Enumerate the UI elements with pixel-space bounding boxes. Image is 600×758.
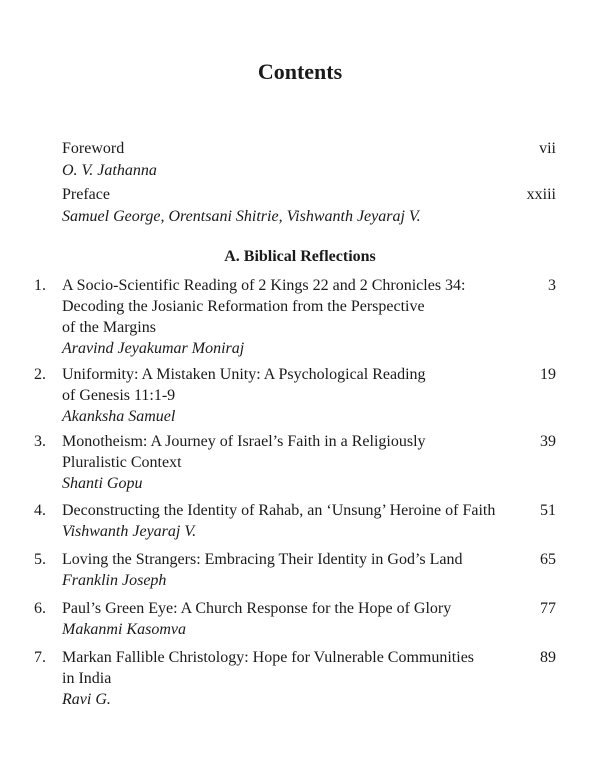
chapter-title: Deconstructing the Identity of Rahab, an ‘Unsung’ Heroine of Faith <box>62 502 496 519</box>
entry-author: Samuel George, Orentsani Shitrie, Vishwanth Jeyaraj V. <box>62 208 421 225</box>
entry-page-number: vii <box>539 140 556 157</box>
chapter-author: Vishwanth Jeyaraj V. <box>62 523 197 540</box>
chapter-page-number: 65 <box>540 551 556 568</box>
chapter-page-number: 89 <box>540 649 556 666</box>
chapter-author: Aravind Jeyakumar Moniraj <box>62 340 245 357</box>
chapter-title: Paul’s Green Eye: A Church Response for the Hope of Glory <box>62 600 452 617</box>
chapter-page-number: 3 <box>548 277 556 294</box>
chapter-page-number: 39 <box>540 433 556 450</box>
chapter-number: 3. <box>34 433 46 450</box>
entry-author: O. V. Jathanna <box>62 162 157 179</box>
chapter-title: Uniformity: A Mistaken Unity: A Psychological Reading of Genesis 11:1-9 <box>62 366 426 404</box>
chapter-title: A Socio-Scientific Reading of 2 Kings 22 and 2 Chronicles 34: Decoding the Josianic Reformation from the Perspective of the Margins <box>62 277 466 336</box>
entry-page-number: xxiii <box>526 186 556 203</box>
chapter-author: Ravi G. <box>62 691 111 708</box>
section-heading: A. Biblical Reflections <box>224 248 376 265</box>
chapter-page-number: 19 <box>540 366 556 383</box>
chapter-author: Franklin Joseph <box>62 572 167 589</box>
chapter-author: Akanksha Samuel <box>62 408 176 425</box>
chapter-author: Shanti Gopu <box>62 475 143 492</box>
chapter-title: Loving the Strangers: Embracing Their Identity in God’s Land <box>62 551 463 568</box>
chapter-number: 6. <box>34 600 46 617</box>
chapter-page-number: 51 <box>540 502 556 519</box>
chapter-number: 2. <box>34 366 46 383</box>
chapter-title: Markan Fallible Christology: Hope for Vulnerable Communities in India <box>62 649 475 687</box>
chapter-number: 5. <box>34 551 46 568</box>
entry-title: Foreword <box>62 140 125 157</box>
entry-title: Preface <box>62 186 110 203</box>
chapter-page-number: 77 <box>540 600 556 617</box>
chapter-number: 1. <box>34 277 46 294</box>
chapter-number: 4. <box>34 502 46 519</box>
chapter-title: Monotheism: A Journey of Israel’s Faith in a Religiously Pluralistic Context <box>62 433 426 471</box>
chapter-author: Makanmi Kasomva <box>62 621 186 638</box>
chapter-number: 7. <box>34 649 46 666</box>
page-title: Contents <box>257 59 343 84</box>
